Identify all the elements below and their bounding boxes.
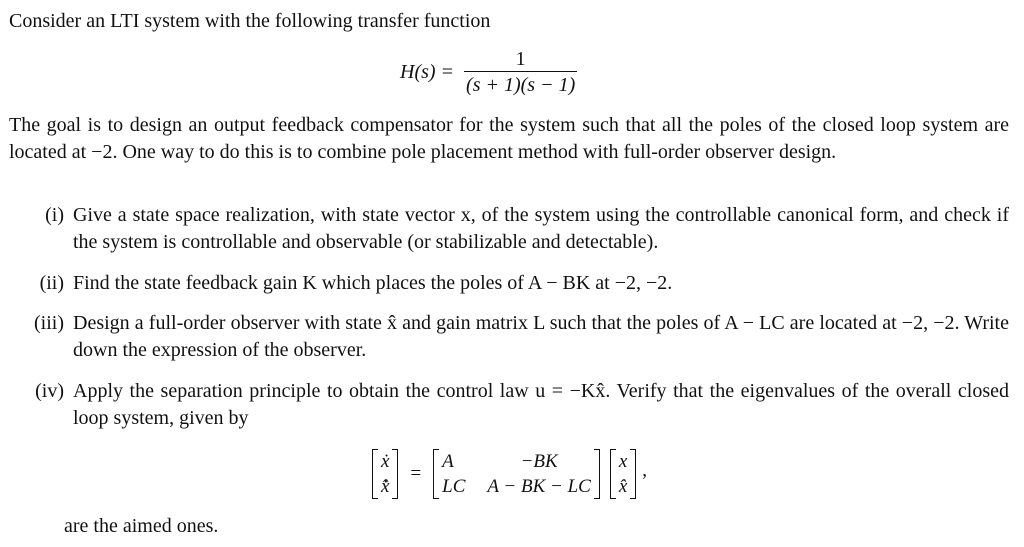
closed-loop-matrix-equation (370, 444, 647, 504)
closing-text: are the aimed ones. (64, 515, 219, 537)
matrix-entry: A (442, 451, 454, 472)
item-text: Design a full-order observer with state x̂ and gain matrix L such that the poles of A − LC are located at −2, −2. Write down the expression of the observer. (73, 312, 1009, 361)
fraction-numerator: 1 (515, 47, 526, 70)
question-item-iv (9, 378, 1009, 432)
intro-text: Consider an LTI system with the following transfer function (9, 10, 491, 32)
equals-sign: = (410, 463, 422, 484)
item-label: (iii) (34, 312, 64, 334)
right-bracket (594, 449, 600, 499)
rhs-vector-entry: x̂ (618, 476, 628, 497)
lhs-vector-entry: ẋ (381, 451, 390, 472)
item-text: Apply the separation principle to obtain the control law u = −Kx̂. Verify that the eigenvalues of the overall closed loop system, given by (73, 380, 1009, 429)
matrix-entry: A − BK − LC (487, 476, 591, 497)
item-label: (iv) (35, 380, 64, 402)
item-text: Find the state feedback gain K which places the poles of A − BK at −2, −2. (73, 272, 673, 294)
item-text: Give a state space realization, with state vector x, of the system using the controllable canonical form, and check if the system is controllable and observable (or stabilizable and detectable). (73, 204, 1009, 253)
question-item-ii (9, 270, 1009, 297)
goal-paragraph: The goal is to design an output feedback compensator for the system such that all the poles of the closed loop system are located at −2. One way to do this is to combine pole placement method with full-order observer design. (9, 114, 1009, 163)
question-item-i (9, 202, 1009, 256)
system-matrix (433, 449, 600, 499)
fraction-denominator: (s + 1)(s − 1) (466, 73, 576, 96)
transfer-function-lhs: H(s) = (400, 60, 455, 83)
trailing-comma: , (642, 460, 648, 481)
right-bracket (392, 449, 398, 499)
lhs-vector-entry: x̂̇ (381, 476, 390, 497)
matrix-entry: LC (442, 476, 466, 497)
right-bracket (630, 449, 636, 499)
rhs-vector-entry: x (618, 451, 628, 472)
question-item-iii (9, 310, 1009, 364)
item-label: (i) (45, 204, 64, 226)
item-label: (ii) (39, 272, 64, 294)
rhs-state-vector (610, 449, 636, 499)
transfer-function-fraction (464, 47, 577, 98)
matrix-entry: −BK (520, 451, 558, 472)
lhs-state-vector (372, 449, 398, 499)
transfer-function-formula (400, 44, 577, 100)
